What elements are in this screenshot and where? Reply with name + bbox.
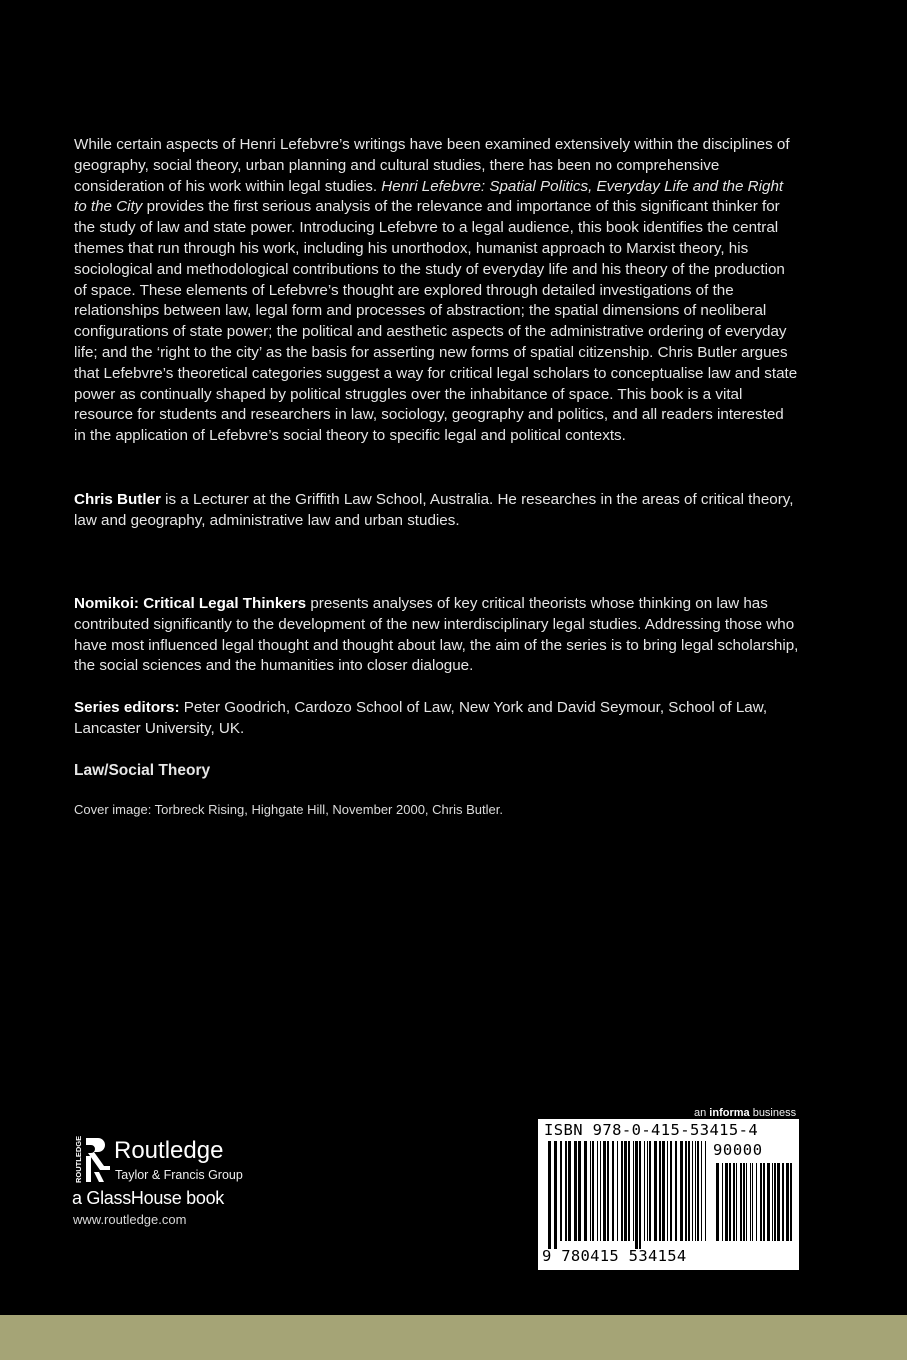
barcode-bar <box>590 1141 591 1241</box>
barcode-bar <box>777 1163 780 1241</box>
description-part-2: provides the first serious analysis of the relevance and importance of this significant thinker for the study of law and state power. Introducing Lefebvre to a legal audience, this book identifies the central themes that run through his work, including his unorthodox, humanist approach to Marxist theory, his sociological and methodological contributions to the study of everyday life and his theory of the production of space. These elements of Lefebvre’s thought are explored through detailed investigations of the relationships between law, legal form and processes of abstraction; the spatial dimensions of neoliberal configurations of state power; the political and aesthetic aspects of the administrative ordering of everyday life; and the ‘right to the city’ as the basis for asserting new forms of spatial citizenship. Chris Butler argues that Lefebvre’s theoretical categories suggest a way for critical legal scholars to conceptualise law and state power as continually shaped by political struggles over the inhabitance of space. This book is a vital resource for students and researchers in law, sociology, geography and politics, and all readers interested in the application of Lefebvre’s social theory to specific legal and political contexts. <box>74 198 798 445</box>
barcode-bar <box>628 1141 630 1241</box>
barcode-bar <box>716 1163 719 1241</box>
barcode-bar <box>692 1141 693 1241</box>
barcode-bar <box>647 1141 648 1241</box>
barcode-bar <box>685 1141 687 1241</box>
barcode-bar <box>597 1141 598 1241</box>
routledge-logo-icon <box>72 1136 112 1184</box>
barcode-bar <box>654 1141 657 1241</box>
barcode-bar <box>568 1141 571 1241</box>
barcode-bar <box>565 1141 567 1241</box>
barcode-bar <box>667 1141 668 1241</box>
barcode-bar <box>725 1163 728 1241</box>
book-title-italic: Henri Lefebvre: Spatial Politics, Everyday Life and the Right to the City <box>74 177 784 216</box>
barcode-bar <box>584 1141 587 1241</box>
barcode-bar <box>688 1141 690 1241</box>
barcode-bar <box>746 1163 747 1241</box>
barcode-bar <box>750 1163 751 1241</box>
barcode-bar <box>639 1141 641 1249</box>
description-part-1: While certain aspects of Henri Lefebvre’s writings have been examined extensively within the disciplines of geography, social theory, urban planning and cultural studies, there has been no comprehensive consideration of his work within legal studies. <box>74 136 790 195</box>
informa-brand: informa <box>709 1107 750 1119</box>
barcode-bar <box>644 1141 645 1241</box>
barcode-bar <box>603 1141 606 1241</box>
series-description <box>74 594 799 677</box>
barcode-bar <box>607 1141 609 1241</box>
barcode-bar <box>659 1141 661 1241</box>
barcode-bar <box>701 1141 702 1241</box>
barcode-bar <box>786 1163 789 1241</box>
author-name: Chris Butler <box>74 491 161 508</box>
barcode-bar <box>633 1141 634 1241</box>
barcode-bar <box>635 1141 638 1249</box>
barcode-bar <box>772 1163 773 1241</box>
barcode-bar <box>578 1141 581 1241</box>
isbn-barcode <box>538 1119 799 1270</box>
footer-color-band <box>0 1315 907 1360</box>
barcode-bar <box>705 1141 706 1241</box>
price-barcode-bars <box>716 1163 794 1249</box>
barcode-bar <box>752 1163 753 1241</box>
informa-suffix: business <box>749 1107 797 1119</box>
ean-barcode-bars <box>548 1141 708 1249</box>
publisher-group: Taylor & Francis Group <box>115 1168 243 1182</box>
price-code: 90000 <box>713 1141 763 1159</box>
publisher-block <box>72 1136 312 1231</box>
barcode-bar <box>675 1141 677 1241</box>
barcode-bar <box>756 1163 757 1241</box>
ean-number: 9 780415 534154 <box>542 1247 687 1265</box>
barcode-bar <box>697 1141 699 1241</box>
barcode-bar <box>592 1141 594 1241</box>
subject-category: Law/Social Theory <box>74 762 211 779</box>
barcode-bar <box>624 1141 627 1241</box>
book-description <box>74 135 799 447</box>
barcode-bar <box>760 1163 762 1241</box>
barcode-bar <box>680 1141 683 1241</box>
barcode-bar <box>662 1141 665 1241</box>
publisher-imprint: a GlassHouse book <box>72 1188 224 1208</box>
barcode-bar <box>554 1141 557 1249</box>
isbn-number: ISBN 978-0-415-53415-4 <box>544 1121 759 1139</box>
cover-image-credit: Cover image: Torbreck Rising, Highgate Hill, November 2000, Chris Butler. <box>74 802 503 817</box>
barcode-bar <box>733 1163 735 1241</box>
barcode-bar <box>649 1141 651 1241</box>
series-editors-text: Peter Goodrich, Cardozo School of Law, New York and David Seymour, School of Law, Lancaster University, UK. <box>74 699 768 737</box>
barcode-bar <box>743 1163 745 1241</box>
informa-prefix: an <box>694 1107 710 1119</box>
barcode-bar <box>729 1163 731 1241</box>
barcode-bar <box>548 1141 551 1249</box>
barcode-bar <box>767 1163 770 1241</box>
informa-tagline <box>694 1107 796 1119</box>
barcode-bar <box>722 1163 723 1241</box>
series-name: Nomikoi: Critical Legal Thinkers <box>74 595 307 612</box>
barcode-bar <box>612 1141 614 1241</box>
barcode-bar <box>763 1163 765 1241</box>
barcode-bar <box>670 1141 672 1241</box>
barcode-bar <box>617 1141 618 1241</box>
series-editors <box>74 698 799 740</box>
barcode-bar <box>740 1163 742 1241</box>
barcode-bar <box>621 1141 623 1241</box>
barcode-bar <box>560 1141 562 1241</box>
barcode-bar <box>600 1141 601 1241</box>
barcode-bar <box>790 1163 792 1241</box>
publisher-name: Routledge <box>114 1137 224 1164</box>
barcode-bar <box>782 1163 784 1241</box>
barcode-bar <box>736 1163 737 1241</box>
series-editors-label: Series editors: <box>74 699 180 716</box>
barcode-bar <box>774 1163 776 1241</box>
barcode-bar <box>695 1141 696 1241</box>
series-text: presents analyses of key critical theorists whose thinking on law has contributed significantly to the development of the new interdisciplinary legal studies. Addressing those who have most influenced legal thought and thought about law, the aim of the series is to bring legal scholarship, the social sciences and the humanities into closer dialogue. <box>74 595 799 675</box>
author-bio <box>74 490 799 532</box>
logo-vertical-text: ROUTLEDGE <box>74 1136 83 1183</box>
publisher-website: www.routledge.com <box>73 1212 187 1227</box>
author-bio-text: is a Lecturer at the Griffith Law School, Australia. He researches in the areas of critical theory, law and geography, administrative law and urban studies. <box>74 491 794 529</box>
barcode-bar <box>574 1141 577 1241</box>
